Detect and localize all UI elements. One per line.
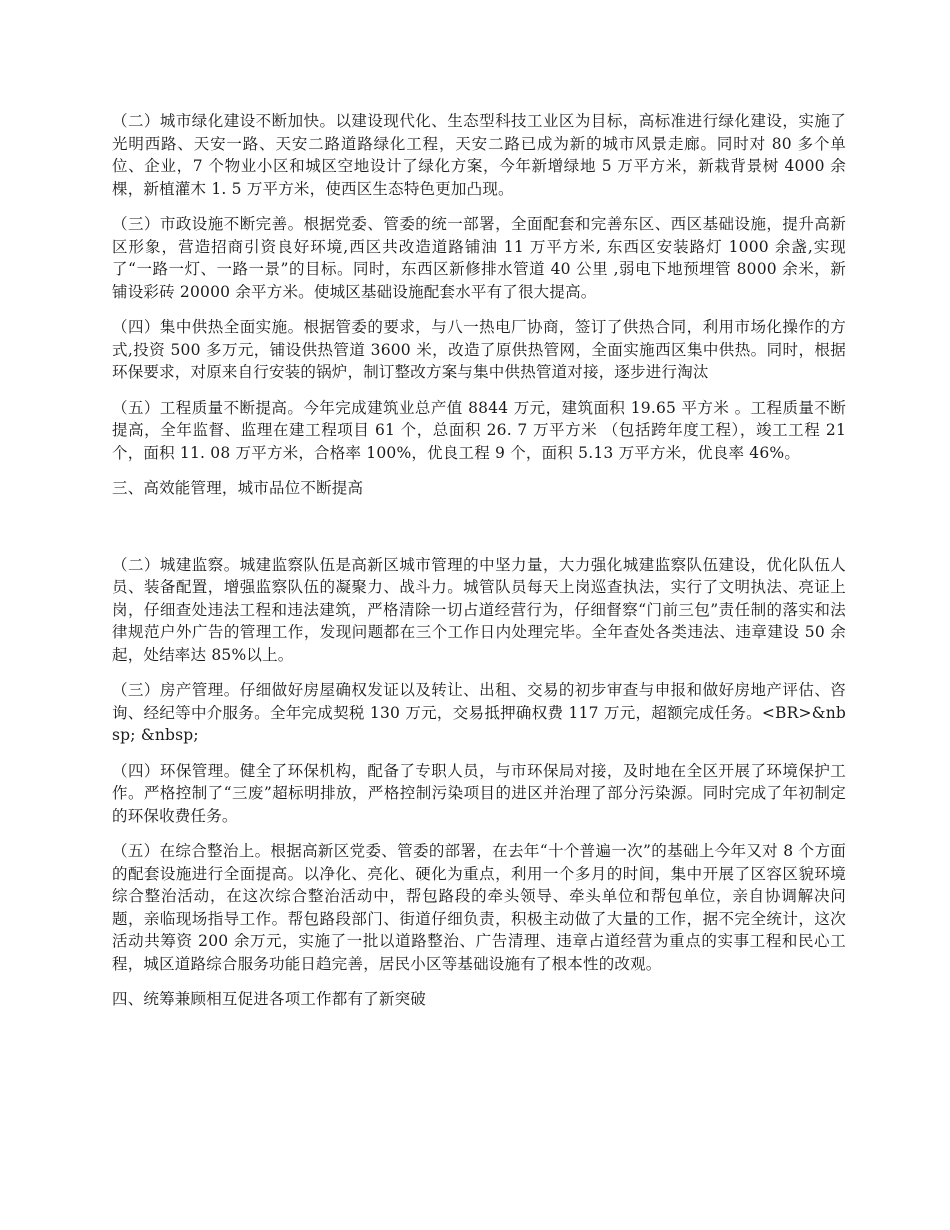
section-heading-four: 四、统筹兼顾相互促进各项工作都有了新突破 <box>112 990 427 1008</box>
paragraph-comprehensive-rectification: （五）在综合整治上。根据高新区党委、管委的部署，在去年“十个普遍一次”的基础上今年又对 8 个方面的配套设施进行全面提高。以净化、亮化、硬化为重点，利用一个多月的时间，集中开展了区容区貌环境综合整治活动，在这次综合整治活动中，帮包路段的牵头领导、牵头单位和帮包单位，亲自协调解决问题，亲临现场指导工作。帮包路段部门、街道仔细负责，积极主动做了大量的工作，据不完全统计，这次活动共筹资 200 余万元，实施了一批以道路整治、广告清理、违章占道经营为重点的实事工程和民心工程，城区道路综合服务功能日趋完善，居民小区等基础设施有了根本性的改观。 <box>112 842 846 973</box>
paragraph-urban-supervision: （二）城建监察。城建监察队伍是高新区城市管理的中坚力量，大力强化城建监察队伍建设，优化队伍人员、装备配置，增强监察队伍的凝聚力、战斗力。城管队员每天上岗巡查执法，实行了文明执法、亮证上岗，仔细查处违法工程和违法建筑，严格清除一切占道经营行为，仔细督察“门前三包”责任制的落实和法律规范户外广告的管理工作，发现问题都在三个工作日内处理完毕。全年查处各类违法、违章建设 50 余起，处结率达 85%以上。 <box>112 555 846 664</box>
paragraph-property-management: （三）房产管理。仔细做好房屋确权发证以及转让、出租、交易的初步审查与申报和做好房地产评估、咨询、经纪等中介服务。全年完成契税 130 万元，交易抵押确权费 117 万元，超额完成任务。<BR>&nbsp; &nbsp; <box>112 681 846 744</box>
blank-gap <box>112 500 846 554</box>
paragraph-environmental-management: （四）环保管理。健全了环保机构，配备了专职人员，与市环保局对接，及时地在全区开展了环境保护工作。严格控制了“三废”超标明排放，严格控制污染项目的进区并治理了部分污染源。同时完成了年初制定的环保收费任务。 <box>112 761 846 825</box>
document-page <box>112 110 846 1011</box>
paragraph-central-heating: （四）集中供热全面实施。根据管委的要求，与八一热电厂协商，签订了供热合同，利用市场化操作的方式,投资 500 多万元，铺设供热管道 3600 米，改造了原供热管网，全面实施西区集中供热。同时，根据环保要求，对原来自行安装的锅炉，制订整改方案与集中供热管道对接，逐步进行淘汰 <box>112 318 846 381</box>
paragraph-project-quality: （五）工程质量不断提高。今年完成建筑业总产值 8844 万元，建筑面积 19.65 平方米 。工程质量不断提高，全年监督、监理在建工程项目 61 个，总面积 26. 7 万平方米 （包括跨年度工程），竣工工程 21 个，面积 11. 08 万平方米，合格率 100%，优良工程 9 个，面积 5.13 万平方米，优良率 46%。 <box>112 398 846 462</box>
section-heading-three: 三、高效能管理，城市品位不断提高 <box>112 479 364 497</box>
paragraph-greening: （二）城市绿化建设不断加快。以建设现代化、生态型科技工业区为目标，高标准进行绿化建设，实施了光明西路、天安一路、天安二路道路绿化工程，天安二路已成为新的城市风景走廊。同时对 80 多个单位、企业，7 个物业小区和城区空地设计了绿化方案，今年新增绿地 5 万平方米，新栽背景树 4000 余棵，新植灌木 1. 5 万平方米，使西区生态特色更加凸现。 <box>112 112 846 198</box>
paragraph-municipal-facilities: （三）市政设施不断完善。根据党委、管委的统一部署，全面配套和完善东区、西区基础设施，提升高新区形象，营造招商引资良好环境,西区共改造道路铺油 11 万平方米, 东西区安装路灯 1000 余盏,实现了“一路一灯、一路一景”的目标。同时，东西区新修排水管道 40 公里 ,弱电下地预埋管 8000 余米，新铺设彩砖 20000 余平方米。使城区基础设施配套水平有了很大提高。 <box>112 215 846 301</box>
